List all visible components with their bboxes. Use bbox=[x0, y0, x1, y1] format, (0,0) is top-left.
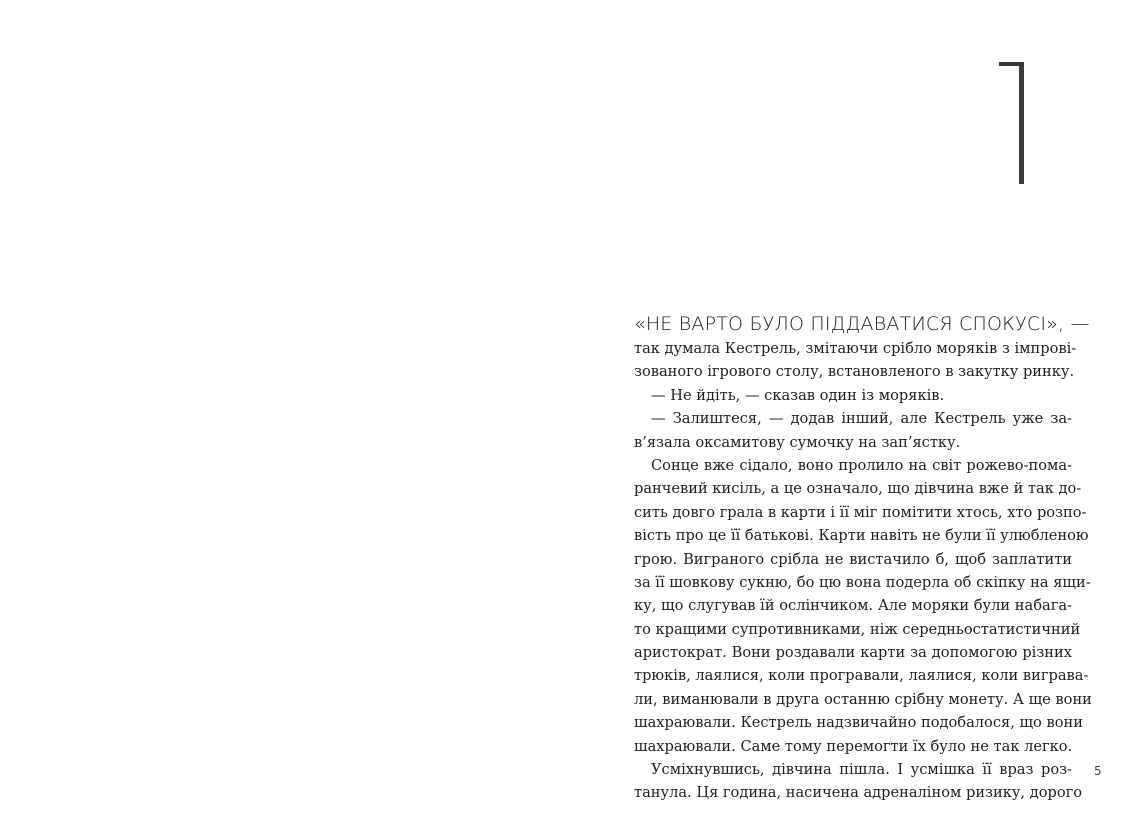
text-line: ли, виманювали в друга останню срібну монету. А ще вони bbox=[634, 690, 1092, 708]
chapter-number bbox=[999, 62, 1025, 184]
text-line: — Залиштеся, — додав інший, але Кестрель уже за- bbox=[651, 410, 1072, 428]
text-line: зованого ігрового столу, встановленого в закутку ринку. bbox=[634, 363, 1075, 381]
text-line: трюків, лаялися, коли програвали, лаялися, коли виграва- bbox=[634, 667, 1089, 685]
text-line: так думала Кестрель, змітаючи срібло моряків з імпрові- bbox=[634, 340, 1077, 357]
text-line: ранчевий кисіль, а це означало, що дівчина вже й так до- bbox=[634, 480, 1082, 498]
text-line: — Не йдіть, — сказав один із моряків. bbox=[651, 386, 945, 404]
chapter-numeral-stem bbox=[1019, 62, 1024, 184]
text-line: шахраювали. Саме тому перемогти їх було не так легко. bbox=[634, 737, 1073, 755]
text-line: в’язала оксамитову сумочку на зап’ястку. bbox=[634, 433, 961, 451]
chapter-opening-line: «НЕ ВАРТО БУЛО ПІДДАВАТИСЯ СПОКУСІ», — bbox=[634, 313, 1090, 335]
text-line: шахраювали. Кестрель надзвичайно подобалося, що вони bbox=[634, 714, 1083, 732]
text-line: то кращими супротивниками, ніж середньостатистичний bbox=[634, 620, 1081, 638]
body-text bbox=[634, 337, 1092, 805]
text-line: сить довго грала в карти і її міг помітити хтось, хто розпо- bbox=[634, 503, 1087, 521]
text-line: танула. Ця година, насичена адреналіном ризику, дорого bbox=[634, 784, 1083, 802]
chapter-text bbox=[634, 311, 1092, 805]
text-line: ку, що слугував їй ослінчиком. Але моряки були набага- bbox=[634, 597, 1072, 615]
text-line: Усміхнувшись, дівчина пішла. І усмішка її враз роз- bbox=[651, 761, 1072, 779]
text-line: грою. Виграного срібла не вистачило б, щоб заплатити bbox=[634, 550, 1072, 568]
text-line: за її шовкову сукню, бо цю вона подерла об скіпку на ящи- bbox=[634, 573, 1091, 591]
text-line: Сонце вже сідало, воно пролило на світ рожево-пома- bbox=[651, 456, 1072, 474]
text-line: аристократ. Вони роздавали карти за допомогою різних bbox=[634, 644, 1072, 662]
page-number: 5 bbox=[1094, 764, 1102, 778]
text-line: вість про це її батькові. Карти навіть не були її улюбленою bbox=[634, 527, 1089, 545]
